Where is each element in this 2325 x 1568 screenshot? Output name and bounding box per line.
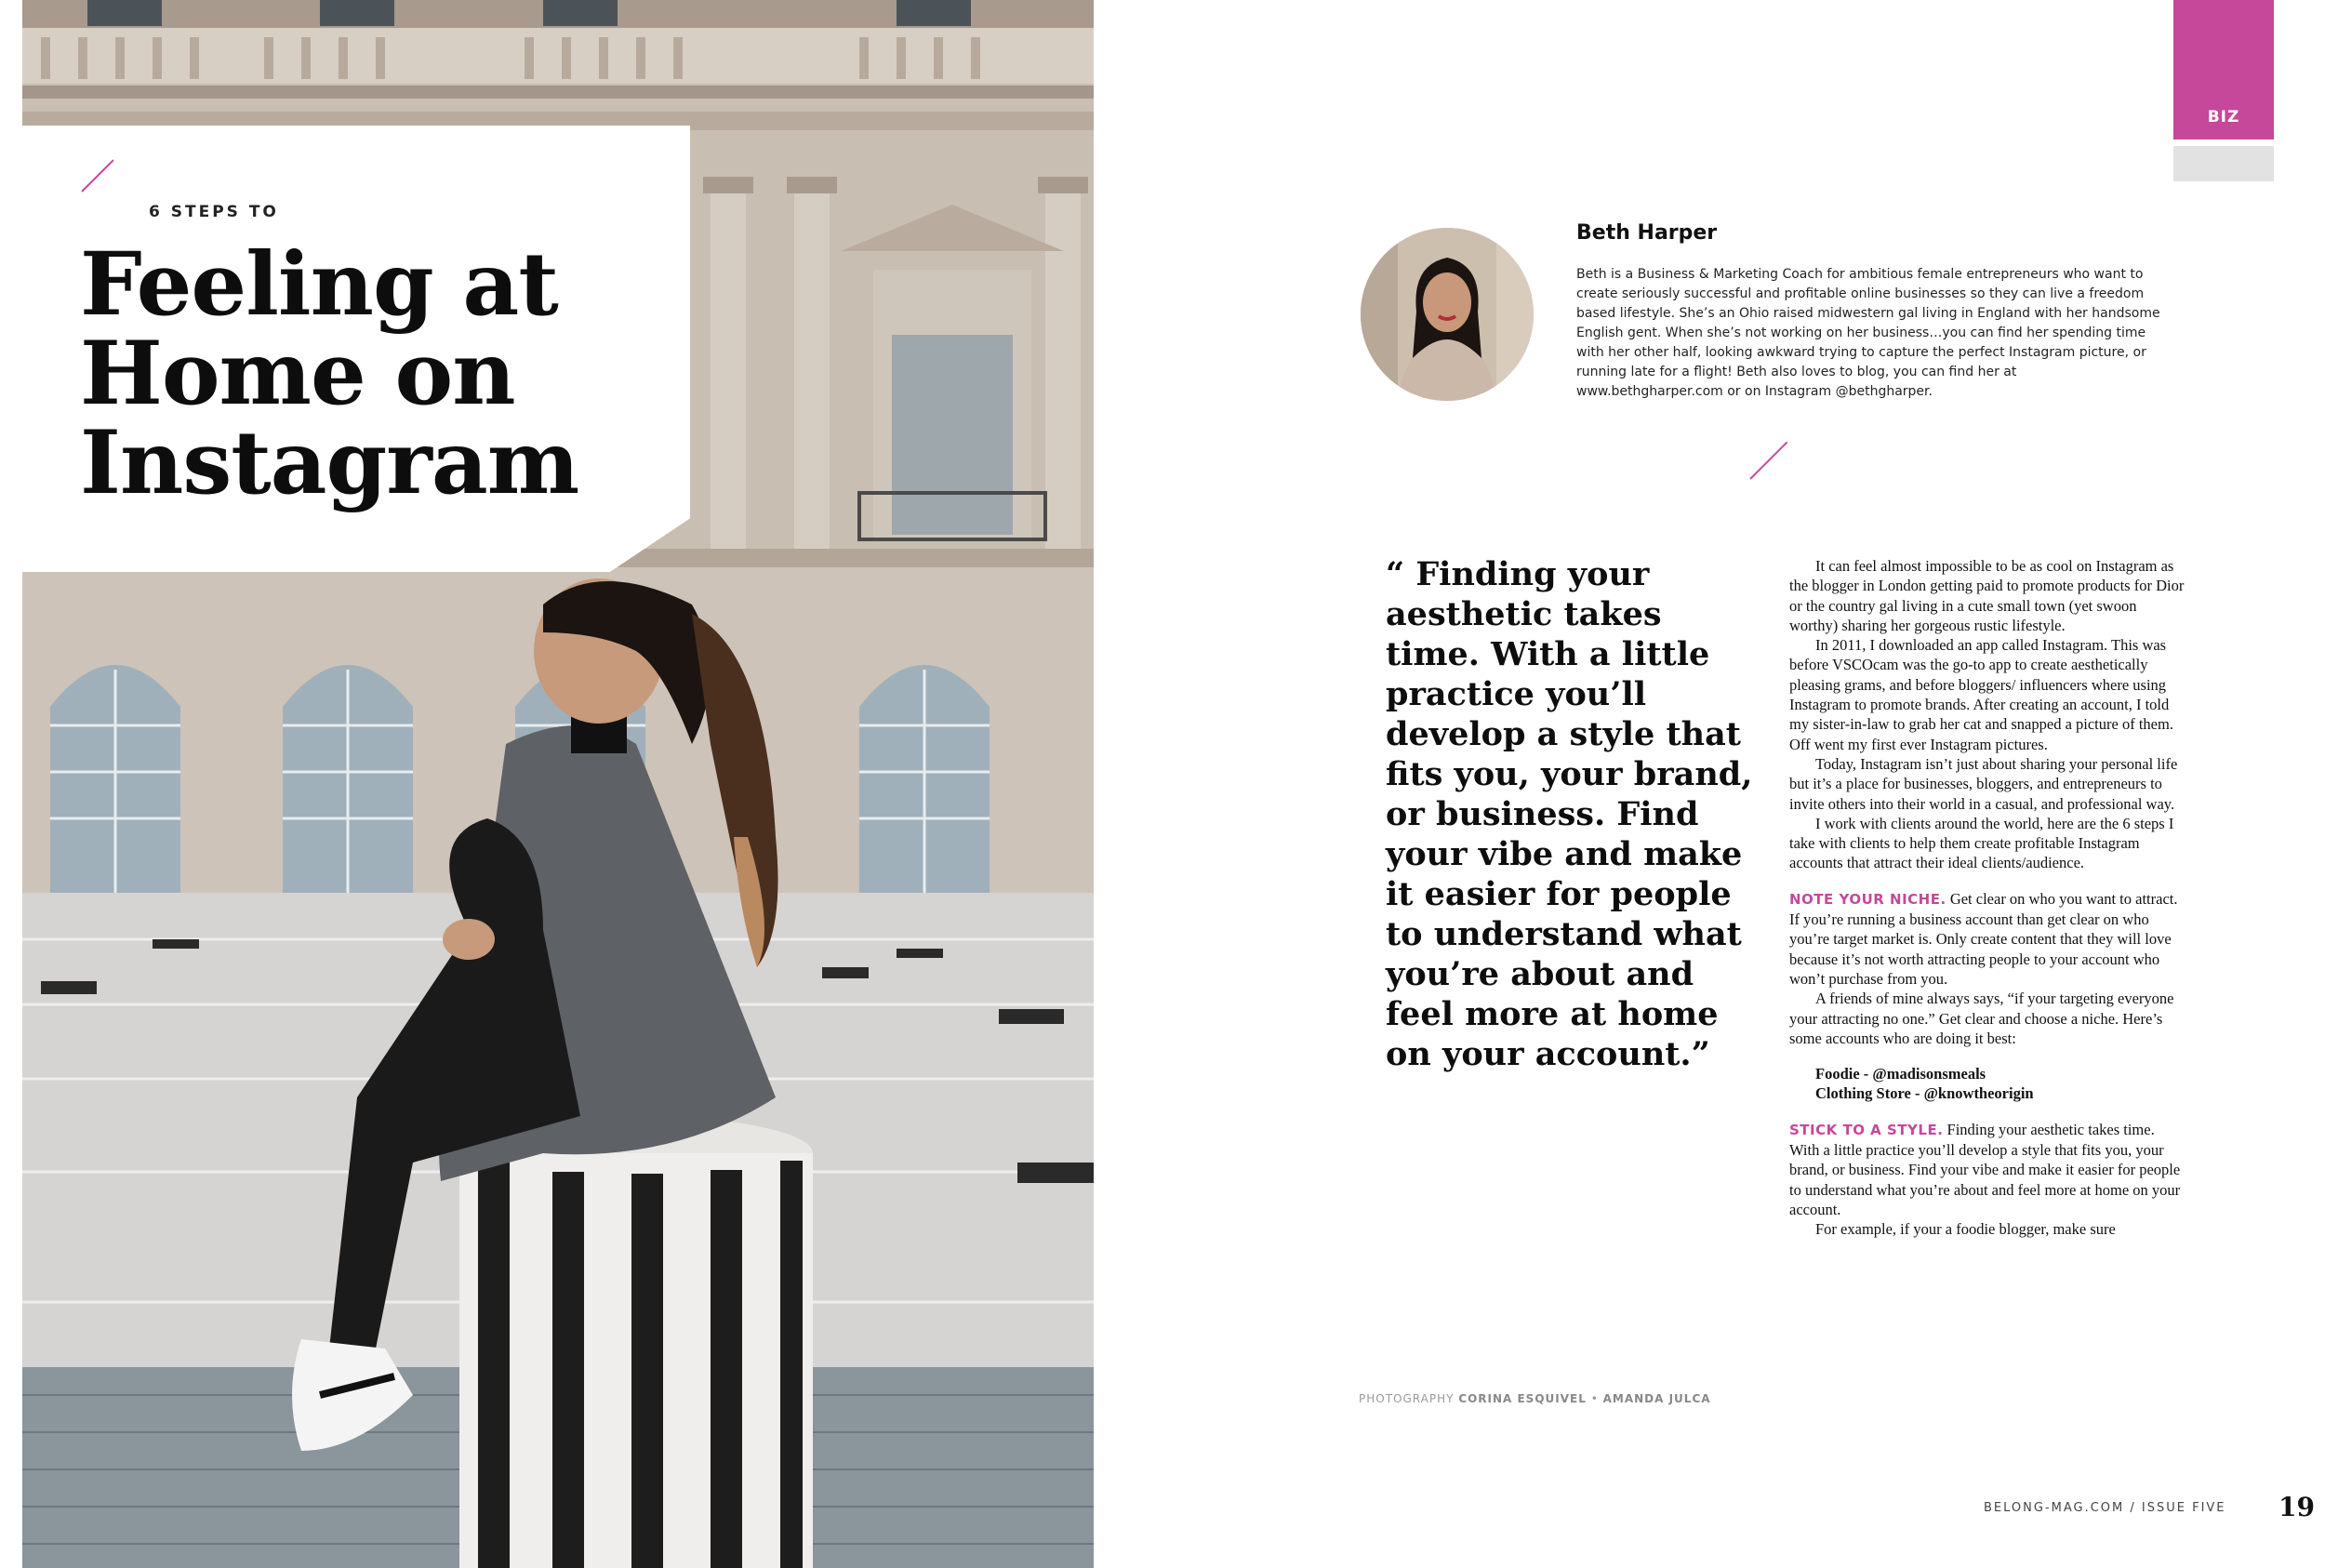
example-account-1: Foodie - @madisonsmeals <box>1815 1065 1986 1083</box>
section-tab-label: BIZ <box>2207 108 2240 126</box>
article-body <box>1789 556 2185 1240</box>
body-paragraph: It can feel almost impossible to be as cool on Instagram as the blogger in London getting paid to promote products for Dior or the country gal living in a cute small town (yet swoon worthy) sharing her gorgeous rustic lifestyle. <box>1789 557 2185 634</box>
author-avatar <box>1361 228 1534 401</box>
step-1-heading: NOTE YOUR NICHE. <box>1789 890 1946 908</box>
step-1-text: Get clear on who you want to attract. If you’re running a business account than get clear on who you’re target market is. Only create content that they will love because it’s not worth attracting people to your account who won’t purchase from you. <box>1789 889 2178 988</box>
section-tab-secondary <box>2173 146 2274 181</box>
body-paragraph: For example, if your a foodie blogger, make sure <box>1815 1220 2116 1239</box>
body-paragraph: A friends of mine always says, “if your targeting everyone your attracting no one.” Get clear and choose a niche. Here’s some accounts who are doing it best: <box>1789 990 2174 1047</box>
body-paragraph: In 2011, I downloaded an app called Instagram. This was before VSCOcam was the go-to app to create aesthetically pleasing grams, and before bloggers/ influencers where using Instagram to promote brands. After creating an account, I told my sister-in-law to grab her cat and snapped a picture of them. Off went my first ever Instagram pictures. <box>1789 636 2173 753</box>
photo-credit-label: PHOTOGRAPHY <box>1359 1392 1455 1405</box>
page-number: 19 <box>2278 1492 2315 1522</box>
example-account-2: Clothing Store - @knowtheorigin <box>1815 1084 2034 1103</box>
article-title <box>80 233 694 514</box>
photo-credit-separator: • <box>1590 1392 1599 1405</box>
step-2-heading: STICK TO A STYLE. <box>1789 1121 1944 1138</box>
article-title-line-3: Instagram <box>80 412 579 514</box>
photo-credit-name-1: CORINA ESQUIVEL <box>1458 1392 1587 1405</box>
article-title-line-1: Feeling at <box>80 233 558 336</box>
pull-quote: “ Finding your aesthetic takes time. With a little practice you’ll develop a style that fits you, your brand, or business. Find your vibe and make it easier for people to understand what you’re about and feel more at home on your account.” <box>1386 555 1753 1073</box>
author-photo-illustration <box>1361 228 1534 401</box>
step-1-paragraph <box>1789 889 2185 989</box>
photo-credit-name-2: AMANDA JULCA <box>1602 1392 1711 1405</box>
body-paragraph: Today, Instagram isn’t just about sharing your personal life but it’s a place for businesses, bloggers, and entrepreneurs to invite others into their world in a casual, and professional way. <box>1789 754 2178 813</box>
step-2-paragraph <box>1789 1120 2185 1219</box>
step-2-text: Finding your aesthetic takes time. With a little practice you’ll develop a style that fits you, your brand, or business. Find your vibe and make it easier for people to understand what you’re about and feel more at home on your account. <box>1789 1120 2181 1218</box>
page-footer: BELONG-MAG.COM / ISSUE FIVE <box>1984 1501 2226 1515</box>
author-bio: Beth is a Business & Marketing Coach for ambitious female entrepreneurs who want to create seriously successful and profitable online businesses so they can live a freedom based lifestyle. She’s an Ohio raised midwestern gal living in England with her handsome English gent. When she’s not working on her business…you can find her spending time with her other half, looking awkward trying to capture the perfect Instagram picture, or running late for a flight! Beth also loves to blog, you can find her at www.bethgharper.com or on Instagram @bethgharper. <box>1576 267 2160 399</box>
divider-decorative-slash <box>1749 442 1787 480</box>
photo-credit <box>1359 1392 1711 1405</box>
article-title-line-2: Home on <box>80 323 515 425</box>
author-name: Beth Harper <box>1576 221 1718 245</box>
article-kicker: 6 STEPS TO <box>149 203 279 221</box>
body-paragraph: I work with clients around the world, here are the 6 steps I take with clients to help them create profitable Instagram accounts that attract their ideal clients/audience. <box>1789 814 2174 872</box>
